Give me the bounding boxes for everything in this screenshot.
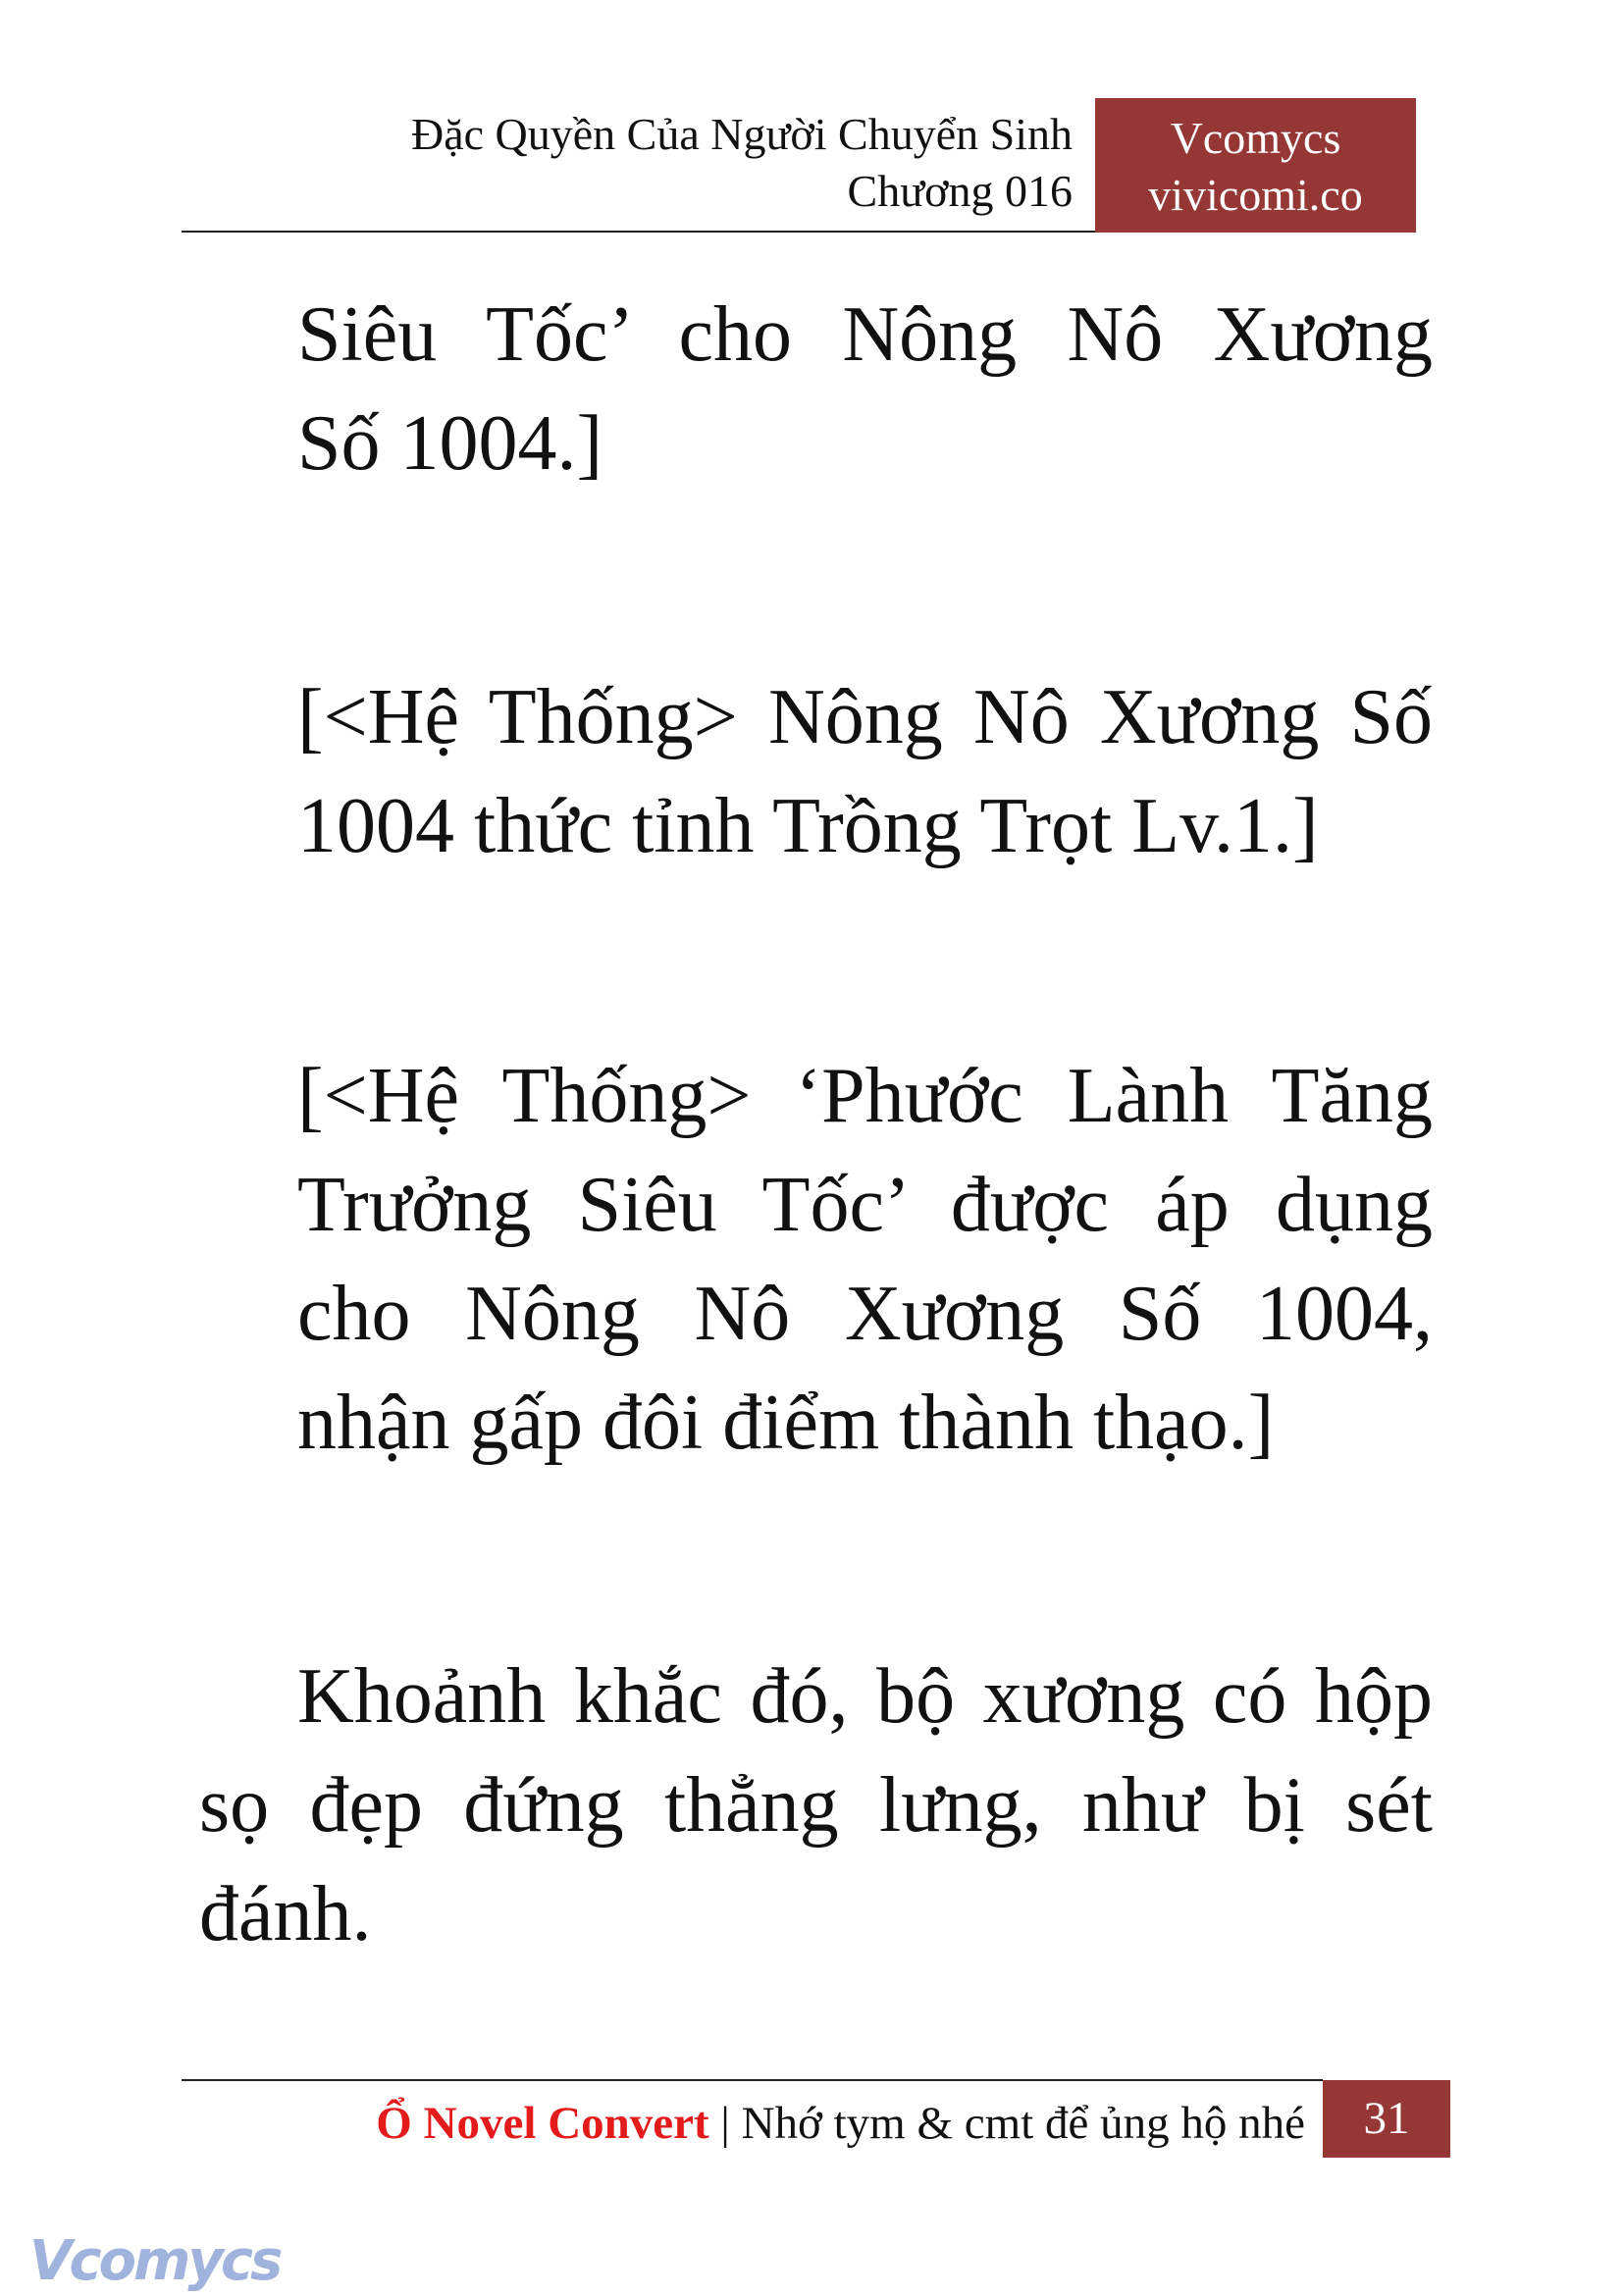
paragraph-3	[297, 1042, 1433, 1478]
footer-divider	[182, 2079, 1323, 2081]
text-line: Trưởng Siêu Tốc’ được áp dụng	[297, 1162, 1433, 1248]
paragraph-4	[199, 1643, 1433, 1969]
watermark-logo: Vcomycs	[29, 2229, 281, 2293]
chapter-label: Chương 016	[847, 166, 1073, 216]
text-line: 1004 thức tỉnh Trồng Trọt Lv.1.]	[297, 783, 1319, 869]
badge-site-name: Vcomycs	[1170, 113, 1341, 163]
page-number: 31	[1323, 2080, 1450, 2158]
paragraph-2	[297, 663, 1433, 881]
text-line: nhận gấp đôi điểm thành thạo.]	[297, 1380, 1275, 1466]
footer-separator: |	[720, 2098, 730, 2149]
header-divider	[182, 231, 1095, 233]
text-line: đánh.	[199, 1871, 372, 1957]
text-line: Siêu Tốc’ cho Nông Nô Xương	[297, 291, 1433, 378]
text-line: [<Hệ Thống> Nông Nô Xương Số	[297, 674, 1433, 760]
text-line: cho Nông Nô Xương Số 1004,	[297, 1271, 1433, 1357]
header-badge	[1095, 98, 1416, 233]
footer-brand: Ổ Novel Convert	[376, 2098, 709, 2149]
text-line: [<Hệ Thống> ‘Phước Lành Tăng	[297, 1053, 1433, 1139]
text-line: sọ đẹp đứng thẳng lưng, như bị sét	[199, 1762, 1433, 1849]
footer-message: Nhớ tym & cmt để ủng hộ nhé	[741, 2098, 1305, 2149]
paragraph-1	[297, 281, 1433, 498]
footer-text	[376, 2096, 1305, 2151]
badge-site-url: vivicomi.co	[1148, 170, 1363, 220]
text-line: Khoảnh khắc đó, bộ xương có hộp	[297, 1653, 1433, 1740]
header-title	[411, 106, 1073, 220]
book-title: Đặc Quyền Của Người Chuyển Sinh	[410, 109, 1073, 159]
text-line: Số 1004.]	[297, 400, 603, 487]
